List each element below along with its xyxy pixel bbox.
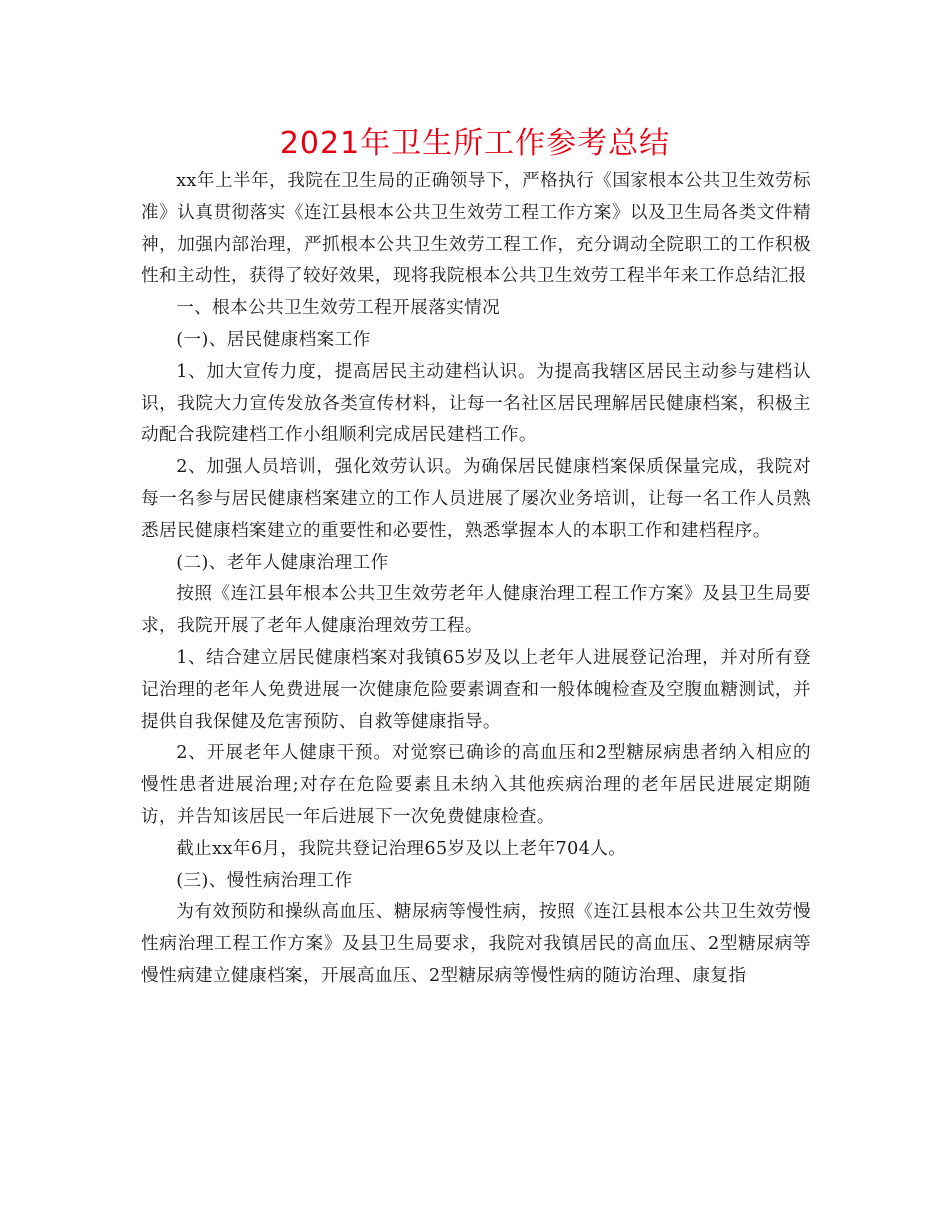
paragraph: 按照《连江县年根本公共卫生效劳老年人健康治理工程工作方案》及县卫生局要求，我院开展了老年人健康治理效劳工程。 [141, 584, 811, 637]
paragraph: 截止xx年6月，我院共登记治理65岁及以上老年704人。 [176, 838, 627, 859]
section-heading-1: 一、根本公共卫生效劳工程开展落实情况 [176, 298, 501, 319]
document-title: 2021年卫生所工作参考总结 [279, 126, 671, 161]
subsection-heading-elderly: (二)、老年人健康治理工作 [176, 552, 389, 573]
paragraph: 1、结合建立居民健康档案对我镇65岁及以上老年人进展登记治理，并对所有登记治理的老年人免费进展一次健康危险要素调查和一般体魄检查及空腹血糖测试，并提供自我保健及危害预防、自救等健康指导。 [141, 647, 811, 732]
paragraph: 2、加强人员培训，强化效劳认识。为确保居民健康档案保质保量完成，我院对每一名参与居民健康档案建立的工作人员进展了屡次业务培训，让每一名工作人员熟悉居民健康档案建立的重要性和必要性，熟悉掌握本人的本职工作和建档程序。 [141, 457, 811, 541]
subsection-heading-chronic-disease: (三)、慢性病治理工作 [176, 870, 353, 891]
document-body [141, 166, 811, 993]
subsection-heading-health-records: (一)、居民健康档案工作 [176, 329, 371, 350]
paragraph: 为有效预防和操纵高血压、糖尿病等慢性病，按照《连江县根本公共卫生效劳慢性病治理工程工作方案》及县卫生局要求，我院对我镇居民的高血压、2型糖尿病等慢性病建立健康档案，开展高血压、2型糖尿病等慢性病的随访治理、康复指 [141, 902, 811, 986]
paragraph: 2、开展老年人健康干预。对觉察已确诊的高血压和2型糖尿病患者纳入相应的慢性患者进展治理;对存在危险要素且未纳入其他疾病治理的老年居民进展定期随访，并告知该居民一年后进展下一次免费健康检查。 [141, 743, 811, 827]
paragraph-intro: xx年上半年，我院在卫生局的正确领导下，严格执行《国家根本公共卫生效劳标准》认真贯彻落实《连江县根本公共卫生效劳工程工作方案》以及卫生局各类文件精神，加强内部治理，严抓根本公共卫生效劳工程工作，充分调动全院职工的工作积极性和主动性，获得了较好效果，现将我院根本公共卫生效劳工程半年来工作总结汇报 [141, 171, 811, 287]
paragraph: 1、加大宣传力度，提高居民主动建档认识。为提高我辖区居民主动参与建档认识，我院大力宣传发放各类宣传材料，让每一名社区居民理解居民健康档案，积极主动配合我院建档工作小组顺利完成居民建档工作。 [141, 361, 811, 446]
